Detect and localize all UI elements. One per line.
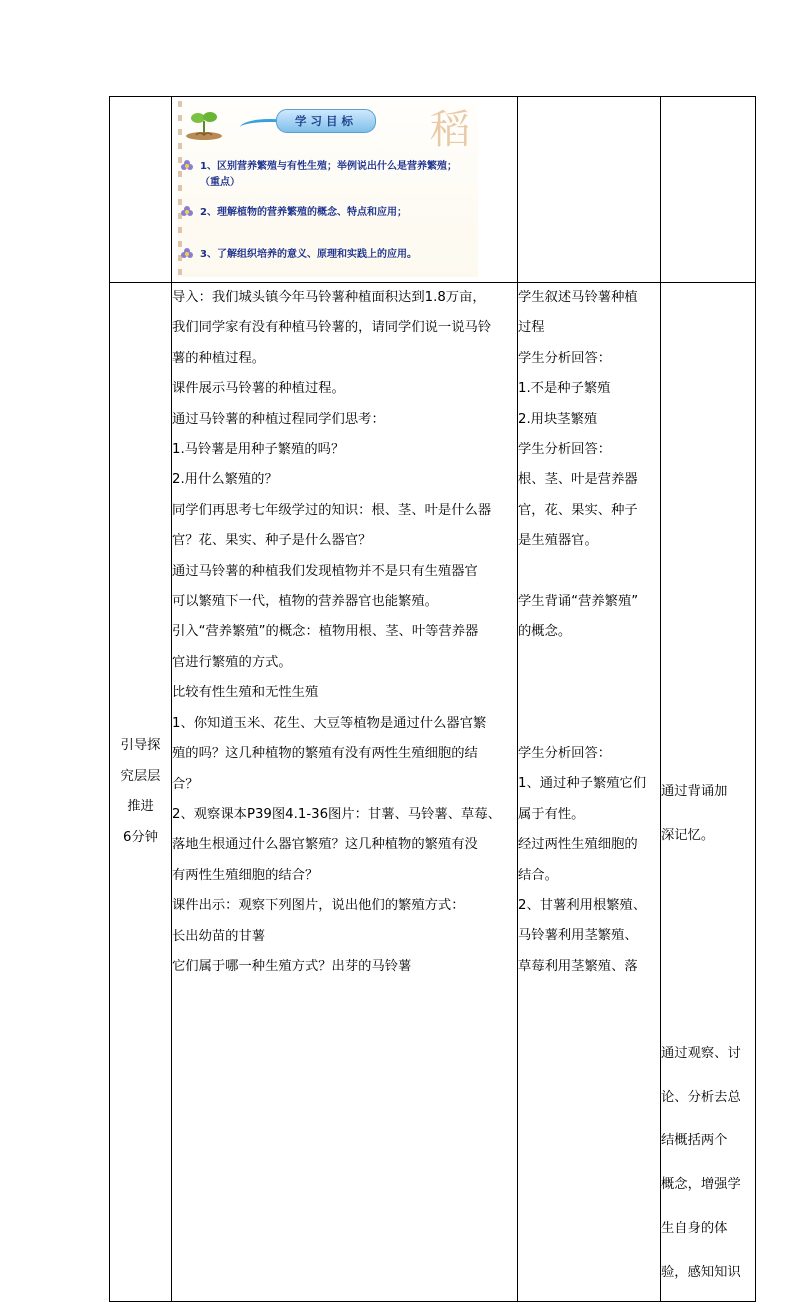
student-line: 经过两性生殖细胞的 (518, 837, 638, 853)
objective-item-3: 3、了解组织培养的意义、原理和实践上的应用。 (180, 247, 470, 263)
intent-blank-line (661, 995, 755, 1025)
teacher-line: 课件出示：观察下列图片，说出他们的繁殖方式： (172, 898, 465, 914)
lesson-plan-table (109, 96, 756, 1302)
objectives-banner: 学习目标 (276, 109, 376, 133)
teacher-line: 通过马铃薯的种植我们发现植物并不是只有生殖器官 (172, 563, 478, 579)
flower-bullet-icon (180, 205, 194, 219)
student-line: 学生叙述马铃薯种植 (518, 290, 638, 305)
intent-line: 生自身的体 (661, 1220, 728, 1236)
student-line: 马铃薯利用茎繁殖、 (518, 928, 638, 944)
teacher-line: 课件展示马铃薯的种植过程。 (172, 381, 345, 397)
teacher-line: 薯的种植过程。 (172, 350, 266, 366)
intent-blank-line (661, 733, 755, 763)
stage-line: 究层层 (120, 768, 161, 784)
flower-bullet-icon (180, 247, 194, 261)
student-line: 1、通过种子繁殖它们 (518, 776, 647, 792)
student-line: 学生分析回答： (518, 350, 612, 366)
teacher-line: 官？花、果实、种子是什么器官？ (172, 533, 372, 549)
teacher-line: 我们同学家有没有种植马铃薯的，请同学们说一说马铃 (172, 320, 492, 336)
intent-blank-line (661, 952, 755, 982)
intent-blank-line (661, 384, 755, 414)
intent-blank-line (661, 296, 755, 326)
intent-blank-line (661, 864, 755, 894)
objective-item-1: 1、区别营养繁殖与有性生殖；举例说出什么是营养繁殖；（重点） (180, 159, 470, 191)
teacher-line: 有两性生殖细胞的结合？ (172, 867, 319, 883)
teacher-line: 可以繁殖下一代，植物的营养器官也能繁殖。 (172, 594, 438, 610)
teacher-line: 比较有性生殖和无性生殖 (172, 685, 319, 701)
intent-blank-line (661, 340, 755, 370)
student-line: 2、甘薯利用根繁殖、 (518, 898, 647, 914)
stage-line: 推进 (127, 799, 154, 815)
teacher-line: 它们属于哪一种生殖方式？出芽的马铃薯 (172, 958, 412, 974)
student-line: 草莓利用茎繁殖、落 (518, 958, 638, 974)
student-blank-line (518, 709, 660, 739)
intent-line: 论、分析去总 (661, 1089, 741, 1105)
teacher-line: 合？ (172, 776, 199, 792)
stage-line: 6分钟 (122, 829, 159, 845)
student-line: 1.不是种子繁殖 (518, 381, 611, 397)
intent-blank-line (661, 515, 755, 545)
intent-blank-line (661, 646, 755, 676)
objectives-row (110, 97, 756, 283)
student-line: 属于有性。 (518, 806, 585, 822)
teacher-line: 长出幼苗的甘薯 (172, 928, 266, 944)
teacher-line: 殖的吗？这几种植物的繁殖有没有两性生殖细胞的结 (172, 746, 478, 762)
row1-intent-cell (661, 97, 756, 283)
intent-blank-line (661, 471, 755, 501)
student-blank-line (518, 678, 660, 708)
intent-blank-line (661, 427, 755, 457)
student-activity-cell (518, 283, 661, 1302)
teacher-line: 通过马铃薯的种植过程同学们思考： (172, 411, 385, 427)
student-blank-line (518, 648, 660, 678)
intent-line: 结概括两个 (661, 1133, 728, 1149)
teacher-line: 官进行繁殖的方式。 (172, 654, 292, 670)
intent-blank-line (661, 602, 755, 632)
student-line: 学生分析回答： (518, 746, 612, 762)
student-blank-line (518, 557, 660, 587)
intent-blank-line (661, 908, 755, 938)
student-line: 2.用块茎繁殖 (518, 411, 598, 427)
intent-blank-line (661, 558, 755, 588)
objectives-cell (172, 97, 518, 283)
teacher-line: 2.用什么繁殖的？ (172, 472, 278, 488)
intent-blank-line (661, 689, 755, 719)
intent-line: 深记忆。 (661, 827, 715, 843)
learning-objectives-image (178, 101, 478, 277)
stage-cell (110, 283, 172, 1302)
plant-icon (184, 105, 224, 141)
teacher-line: 1.马铃薯是用种子繁殖的吗？ (172, 442, 345, 458)
student-line: 是生殖器官。 (518, 533, 598, 549)
student-line: 官，花、果实、种子 (518, 502, 638, 518)
teacher-line: 同学们再思考七年级学过的知识：根、茎、叶是什么器 (172, 502, 492, 518)
teacher-line: 落地生根通过什么器官繁殖？这几种植物的繁殖有没 (172, 837, 478, 853)
student-line: 学生分析回答： (518, 442, 612, 458)
student-line: 结合。 (518, 867, 558, 883)
objective-item-2: 2、理解植物的营养繁殖的概念、特点和应用； (180, 205, 470, 221)
student-line: 的概念。 (518, 624, 572, 640)
intent-line: 验，感知知识 (661, 1264, 741, 1280)
stage-line: 引导探 (120, 738, 161, 754)
teacher-line: 导入：我们城头镇今年马铃薯种植面积达到1.8万亩， (172, 290, 486, 305)
intent-line: 通过背诵加 (661, 783, 728, 799)
student-line: 学生背诵“营养繁殖” (518, 594, 639, 610)
design-intent-cell (661, 283, 756, 1302)
teacher-line: 2、观察课本P39图4.1-36图片：甘薯、马铃薯、草莓、 (172, 806, 501, 822)
teacher-line: 1、你知道玉米、花生、大豆等植物是通过什么器官繁 (172, 715, 487, 731)
seal-decoration: 稻 (430, 107, 470, 153)
student-line: 根、茎、叶是营养器 (518, 472, 638, 488)
intent-line: 概念，增强学 (661, 1177, 741, 1193)
row1-stage-cell (110, 97, 172, 283)
flower-bullet-icon (180, 159, 194, 173)
teacher-line: 引入“营养繁殖”的概念：植物用根、茎、叶等营养器 (172, 624, 479, 640)
row1-student-cell (518, 97, 661, 283)
teacher-activity-cell (172, 283, 518, 1302)
activity-row (110, 283, 756, 1302)
student-line: 过程 (518, 320, 545, 336)
intent-line: 通过观察、讨 (661, 1046, 741, 1062)
